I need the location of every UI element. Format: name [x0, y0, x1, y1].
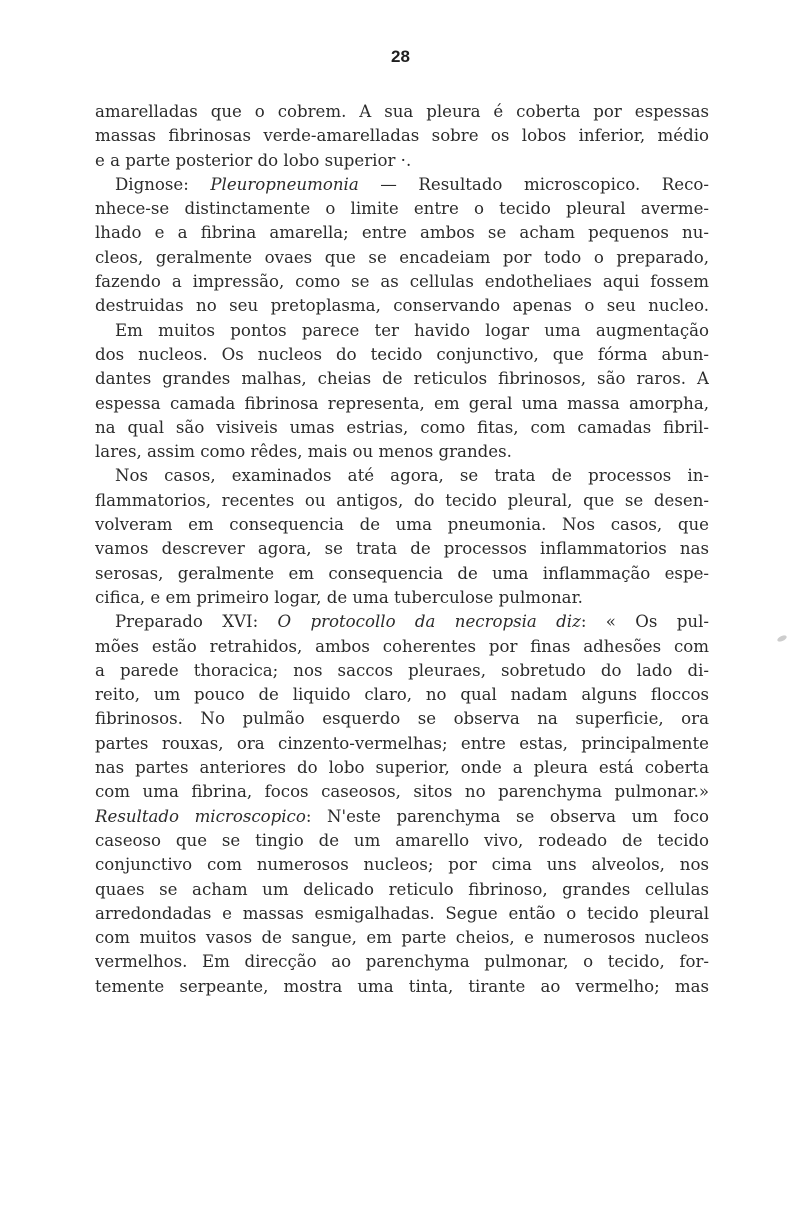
italic-text: Resultado microscopico — [95, 806, 306, 826]
text-line: temente serpeante, mostra uma tinta, tirante ao vermelho; mas — [95, 976, 709, 996]
italic-text: Pleuropneumonia — [210, 174, 359, 194]
text-line: serosas, geralmente em consequencia de uma inflammação espe- — [95, 563, 709, 583]
text-line: volveram em consequencia de uma pneumonia. Nos casos, que — [95, 515, 709, 535]
line-text: : « Os pul- — [580, 612, 709, 632]
line-text: Preparado XVI: — [115, 612, 278, 632]
text-line: com muitos vasos de sangue, em parte cheios, e numerosos nucleos — [95, 928, 709, 948]
line-text: Dignose: — [115, 174, 211, 194]
text-line: lares, assim como rêdes, mais ou menos grandes. — [95, 442, 512, 462]
text-line: amarelladas que o cobrem. A sua pleura é coberta por espessas — [95, 102, 709, 121]
text-line: flammatorios, recentes ou antigos, do tecido pleural, que se desen- — [95, 490, 709, 510]
text-line: dantes grandes malhas, cheias de reticulos fibrinosos, são raros. A — [95, 369, 709, 389]
text-line: na qual são visiveis umas estrias, como fitas, com camadas fibril- — [95, 417, 709, 437]
text-line: nhece-se distinctamente o limite entre o tecido pleural averme- — [95, 199, 709, 219]
body-text — [95, 100, 709, 999]
text-line: com uma fibrina, focos caseosos, sitos no parenchyma pulmonar.» — [95, 782, 709, 802]
text-line: arredondadas e massas esmigalhadas. Segue então o tecido pleural — [95, 903, 709, 923]
text-line: a parede thoracica; nos saccos pleuraes, sobretudo do lado di- — [95, 660, 709, 680]
line-text: — Resultado microscopico. Reco- — [358, 174, 709, 194]
text-line: espessa camada fibrinosa representa, em geral uma massa amorpha, — [95, 393, 709, 413]
text-line: e a parte posterior do lobo superior ·. — [95, 150, 412, 170]
text-line: quaes se acham um delicado reticulo fibrinoso, grandes cellulas — [95, 879, 709, 899]
text-line: fazendo a impressão, como se as cellulas endotheliaes aqui fossem — [95, 272, 709, 292]
text-line: Nos casos, examinados até agora, se trata de processos in- — [115, 466, 709, 486]
line-text: : N'este parenchyma se observa um foco — [305, 806, 709, 826]
text-line: caseoso que se tingio de um amarello vivo, rodeado de tecido — [95, 830, 709, 850]
text-line: conjunctivo com numerosos nucleos; por cima uns alveolos, nos — [95, 855, 709, 875]
text-line: dos nucleos. Os nucleos do tecido conjunctivo, que fórma abun- — [95, 344, 709, 364]
text-line: cleos, geralmente ovaes que se encadeiam por todo o preparado, — [95, 247, 709, 267]
text-line: vermelhos. Em direcção ao parenchyma pulmonar, o tecido, for- — [95, 952, 709, 972]
text-line: fibrinosos. No pulmão esquerdo se observa na superficie, ora — [95, 709, 709, 729]
text-line: reito, um pouco de liquido claro, no qual nadam alguns floccos — [95, 685, 709, 705]
text-line — [95, 805, 709, 829]
italic-text: O protocollo da necropsia diz — [277, 612, 581, 632]
paper-speck — [776, 634, 787, 643]
text-line: massas fibrinosas verde-amarelladas sobre os lobos inferior, médio — [95, 126, 709, 146]
text-line: Em muitos pontos parece ter havido logar uma augmentação — [115, 320, 709, 340]
text-line — [95, 173, 709, 197]
text-line: destruidas no seu pretoplasma, conservando apenas o seu nucleo. — [95, 296, 709, 316]
text-line: nas partes anteriores do lobo superior, onde a pleura está coberta — [95, 758, 709, 778]
text-line: partes rouxas, ora cinzento-vermelhas; entre estas, principalmente — [95, 733, 709, 753]
page-number: 28 — [391, 47, 410, 66]
text-line — [95, 610, 709, 634]
text-line: cifica, e em primeiro logar, de uma tuberculose pulmonar. — [95, 587, 583, 607]
text-line: lhado e a fibrina amarella; entre ambos se acham pequenos nu- — [95, 223, 709, 243]
text-line: vamos descrever agora, se trata de processos inflammatorios nas — [95, 539, 709, 559]
text-line: mões estão retrahidos, ambos coherentes por finas adhesões com — [95, 636, 709, 656]
